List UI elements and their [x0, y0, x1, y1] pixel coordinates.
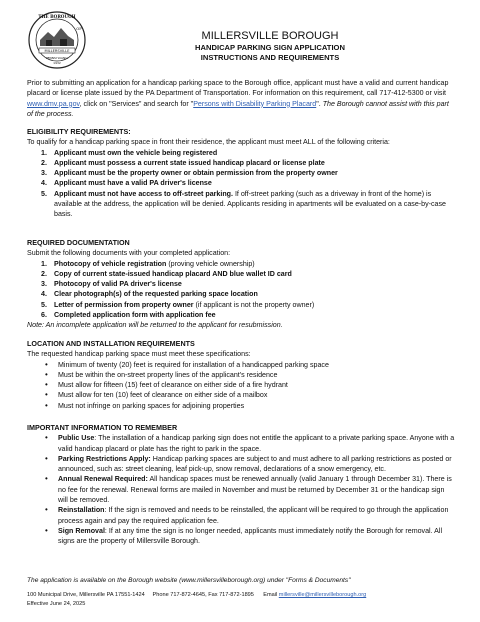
important-list: [27, 433, 455, 546]
intro-paragraph: [27, 78, 455, 119]
item-text: : If the sign is removed and needs to be reinstalled, the applicant will be required to go through the application process again and pay the required application fee.: [58, 506, 449, 525]
location-section: [27, 339, 455, 411]
item-bold: Applicant must be the property owner or obtain permission from the property owner: [54, 169, 338, 178]
list-item: • Must be within the on-street property lines of the applicant's residence: [58, 370, 455, 380]
eligibility-list: [27, 148, 455, 220]
list-item: [58, 505, 455, 526]
intro-text: Prior to submitting an application for a handicap parking space to the Borough office, applicant must have a valid and current handicap placard or license plate issued by the PA Department of Transportation. For information on this requirement, call 717-412-5300 or visit: [27, 79, 449, 98]
item-text: All handicap spaces must be renewed annually (valid January 1 through December 31). There is no fee for the renewal. Renewal forms are mailed in November and must be returned by December 31 or the handicap sign will be removed.: [58, 475, 452, 505]
list-item: [58, 454, 455, 475]
list-item: [41, 189, 455, 220]
footer: [27, 591, 467, 608]
item-bold: Applicant must own the vehicle being registered: [54, 148, 218, 157]
item-number: 3.: [41, 280, 47, 289]
list-item: [41, 148, 455, 158]
svg-text:MILLERSVILLE: MILLERSVILLE: [44, 49, 70, 53]
item-bold: Sign Removal: [58, 526, 105, 535]
location-heading: LOCATION AND INSTALLATION REQUIREMENTS: [27, 339, 195, 348]
item-bold: Annual Renewal Required:: [58, 475, 148, 484]
footer-contact: [27, 591, 467, 600]
list-item: [41, 300, 455, 310]
eligibility-heading: ELIGIBILITY REQUIREMENTS:: [27, 127, 131, 136]
list-item: [41, 158, 455, 168]
svg-text:PENNSYLVANIA: PENNSYLVANIA: [45, 56, 69, 60]
list-item: [58, 474, 455, 505]
item-bold: Copy of current state-issued handicap placard AND blue wallet ID card: [54, 269, 292, 278]
list-item: [41, 168, 455, 178]
svg-text:1932: 1932: [53, 61, 61, 65]
item-text: If off-street parking (such as a driveway in front of the home) is available at the address, the application will be denied. Applicants residing in apartments will be evaluated on a case-by-case basis.: [54, 189, 446, 219]
item-number: 2.: [41, 269, 47, 278]
footer-address: 100 Municipal Drive, Millersville PA 17551-1424: [27, 592, 145, 598]
footer-phone: Phone 717-872-4645, Fax 717-872-1895: [152, 592, 254, 598]
document-title: MILLERSVILLE BOROUGH: [201, 30, 339, 42]
svg-text:THE BOROUGH: THE BOROUGH: [38, 14, 76, 20]
item-number: 6.: [41, 311, 47, 320]
intro-text-3: ".: [316, 99, 323, 108]
borough-seal-logo: [28, 10, 86, 70]
list-item: [41, 289, 455, 299]
list-item: • Must not infringe on parking spaces for adjoining properties: [58, 401, 455, 411]
item-bold: Applicant must possess a current state issued handicap placard or license plate: [54, 158, 325, 167]
list-item: • Minimum of twenty (20) feet is required for installation of a handicapped parking space: [58, 360, 455, 370]
availability-note: The application is available on the Borough website (www.millersvilleborough.org) under "Forms & Documents": [27, 577, 351, 584]
eligibility-lead: To qualify for a handicap parking space in front their residence, the applicant must meet ALL of the following criteria:: [27, 138, 390, 147]
documentation-note: Note: An incomplete application will be returned to the applicant for resubmission.: [27, 321, 283, 330]
svg-text:OF: OF: [76, 27, 82, 31]
documentation-lead: Submit the following documents with your completed application:: [27, 249, 231, 258]
item-bold: Parking Restrictions Apply:: [58, 454, 151, 463]
location-list: [27, 360, 455, 411]
item-text: Handicap parking spaces are subject to and must adhere to all parking restrictions as posted or announced, such as: street cleaning, leaf pick-up, snow removal, declarations of a snow emergency, etc.: [58, 454, 452, 474]
item-text: : The installation of a handicap parking sign does not entitle the applicant to a private parking space. Anyone with a valid handicap placard or plate has the right to park in the space.: [58, 434, 455, 453]
item-number: 3.: [41, 169, 47, 178]
list-item: [41, 269, 455, 279]
documentation-heading: REQUIRED DOCUMENTATION: [27, 238, 130, 247]
list-item: [41, 178, 455, 188]
eligibility-section: [27, 127, 455, 220]
item-bold: Completed application form with application fee: [54, 311, 216, 320]
item-number: 1.: [41, 148, 47, 157]
item-number: 5.: [41, 300, 47, 309]
item-bold: Clear photograph(s) of the requested parking space location: [54, 290, 258, 299]
item-bold: Photocopy of vehicle registration: [54, 259, 167, 268]
item-text: (proving vehicle ownership): [166, 259, 255, 268]
list-item: • Must allow for fifteen (15) feet of clearance on either side of a fire hydrant: [58, 380, 455, 390]
item-number: 1.: [41, 259, 47, 268]
important-heading: IMPORTANT INFORMATION TO REMEMBER: [27, 423, 178, 432]
footer-email-label: Email: [263, 592, 279, 598]
dmv-link[interactable]: www.dmv.pa.gov: [27, 99, 80, 108]
footer-effective-date: Effective June 24, 2025: [27, 600, 86, 607]
item-text: (if applicant is not the property owner): [193, 300, 315, 309]
document-subtitle-2: INSTRUCTIONS AND REQUIREMENTS: [200, 53, 340, 62]
item-number: 5.: [41, 189, 47, 198]
list-item: [41, 259, 455, 269]
location-lead: The requested handicap parking space must meet these specifications:: [27, 350, 251, 359]
item-number: 4.: [41, 290, 47, 299]
important-section: [27, 423, 455, 547]
list-item: [58, 433, 455, 454]
item-number: 2.: [41, 158, 47, 167]
footer-email-link[interactable]: millersville@millersvilleborough.org: [278, 592, 367, 598]
item-bold: Applicant must not have access to off-street parking.: [54, 189, 233, 198]
list-item: [58, 526, 455, 547]
item-bold: Letter of permission from property owner: [54, 300, 194, 309]
document-subtitle: HANDICAP PARKING SIGN APPLICATION: [195, 43, 345, 52]
item-text: : If at any time the sign is no longer needed, applicants must immediately notify the Borough for removal. All signs are the property of Millersville Borough.: [58, 526, 443, 546]
documentation-list: [27, 259, 455, 321]
item-bold: Public Use: [58, 434, 95, 443]
item-number: 4.: [41, 179, 47, 188]
documentation-section: [27, 238, 455, 331]
item-bold: Applicant must have a valid PA driver's license: [54, 179, 212, 188]
list-item: [41, 310, 455, 320]
item-bold: Reinstallation: [58, 506, 105, 515]
list-item: [41, 279, 455, 289]
intro-disclaimer: The Borough cannot assist with this part of the process.: [27, 99, 449, 118]
list-item: • Must allow for ten (10) feet of clearance on either side of a mailbox: [58, 390, 455, 400]
item-bold: Photocopy of valid PA driver's license: [54, 280, 182, 289]
intro-text-2: , click on "Services" and search for ": [79, 99, 194, 108]
disability-placard-link[interactable]: Persons with Disability Parking Placard: [193, 99, 317, 108]
